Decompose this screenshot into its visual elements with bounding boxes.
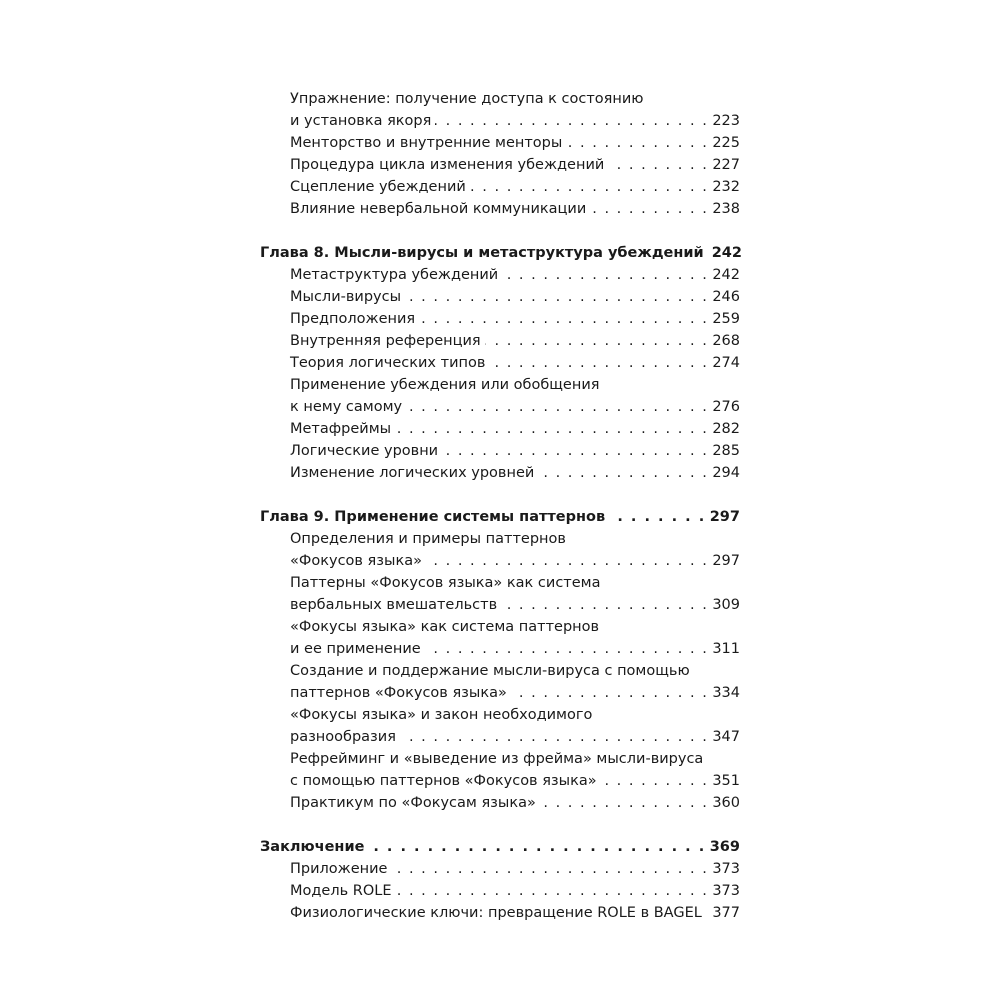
toc-line	[290, 264, 740, 286]
toc-title: Менторство и внутренние менторы	[290, 135, 563, 151]
page-number: 246	[712, 289, 740, 305]
toc-entry	[260, 660, 740, 704]
toc-line	[290, 660, 740, 682]
page-number: 377	[712, 905, 740, 921]
toc-line	[290, 308, 740, 330]
toc-title: и ее применение	[290, 641, 421, 657]
page-number: 268	[712, 333, 740, 349]
toc-title: с помощью паттернов «Фокусов языка»	[290, 773, 597, 789]
dot-leader	[395, 418, 708, 440]
toc-title: Мысли-вирусы	[290, 289, 402, 305]
toc-title: Применение убеждения или обобщения	[290, 377, 600, 393]
toc-line	[290, 726, 740, 748]
toc-entry	[260, 198, 740, 220]
dot-leader	[442, 440, 708, 462]
toc-chapter	[260, 506, 740, 528]
toc-entry	[260, 352, 740, 374]
page-number: 309	[712, 597, 740, 613]
toc-title: Рефрейминг и «выведение из фрейма» мысли-вируса	[290, 751, 704, 767]
toc-line	[290, 418, 740, 440]
page-number: 360	[712, 795, 740, 811]
dot-leader	[368, 836, 705, 858]
toc-title: Создание и поддержание мысли-вируса с помощью	[290, 663, 690, 679]
dot-leader	[425, 638, 709, 660]
page-number: 259	[712, 311, 740, 327]
toc-title: Метаструктура убеждений	[290, 267, 499, 283]
toc-title: Глава 9. Применение системы паттернов	[260, 509, 606, 525]
toc-entry	[260, 154, 740, 176]
toc-title: Определения и примеры паттернов	[290, 531, 566, 547]
toc-title: Процедура цикла изменения убеждений	[290, 157, 605, 173]
toc-chapter	[260, 836, 740, 858]
dot-leader	[419, 308, 708, 330]
toc-line	[290, 638, 740, 660]
page-number: 334	[712, 685, 740, 701]
page-number: 225	[712, 135, 740, 151]
dot-leader	[391, 858, 708, 880]
toc-line	[290, 396, 740, 418]
toc-line	[290, 550, 740, 572]
toc-title: «Фокусы языка» как система паттернов	[290, 619, 600, 635]
toc-title: Физиологические ключи: превращение ROLE в BAGEL	[290, 905, 702, 921]
page-number: 373	[712, 883, 740, 899]
dot-leader	[426, 550, 708, 572]
toc-entry	[260, 616, 740, 660]
toc-entry	[260, 176, 740, 198]
toc-entry	[260, 286, 740, 308]
toc-title: к нему самому	[290, 399, 403, 415]
page-number: 242	[712, 267, 740, 283]
toc-title: Паттерны «Фокусов языка» как система	[290, 575, 601, 591]
toc-line	[290, 880, 740, 902]
toc-entry	[260, 374, 740, 418]
toc-line	[260, 242, 740, 264]
page-number: 242	[711, 245, 742, 261]
toc-title: Глава 8. Мысли-вирусы и метаструктура убеждений	[260, 245, 704, 261]
page-number: 276	[712, 399, 740, 415]
toc-title: вербальных вмешательств	[290, 597, 498, 613]
dot-leader	[609, 506, 706, 528]
toc-line	[290, 176, 740, 198]
page-number: 351	[712, 773, 740, 789]
dot-leader	[395, 880, 708, 902]
page-number: 311	[712, 641, 740, 657]
toc-entry	[260, 462, 740, 484]
dot-leader	[489, 352, 708, 374]
table-of-contents	[260, 88, 740, 924]
toc-title: Изменение логических уровней	[290, 465, 535, 481]
toc-line	[290, 352, 740, 374]
dot-leader	[405, 286, 708, 308]
toc-line	[290, 572, 740, 594]
toc-title: Модель ROLE	[290, 883, 392, 899]
toc-entry	[260, 528, 740, 572]
page-number: 373	[712, 861, 740, 877]
toc-line	[290, 704, 740, 726]
toc-entry	[260, 572, 740, 616]
toc-entry	[260, 748, 740, 792]
toc-entry	[260, 88, 740, 132]
toc-title: Логические уровни	[290, 443, 439, 459]
dot-leader	[435, 110, 708, 132]
page-number: 227	[712, 157, 740, 173]
page-number: 285	[712, 443, 740, 459]
page-number: 347	[712, 729, 740, 745]
toc-line	[290, 440, 740, 462]
toc-line	[290, 330, 740, 352]
toc-entry	[260, 704, 740, 748]
page-number: 297	[709, 509, 740, 525]
toc-line	[290, 374, 740, 396]
toc-title: Влияние невербальной коммуникации	[290, 201, 587, 217]
toc-line	[290, 792, 740, 814]
page-number: 238	[712, 201, 740, 217]
dot-leader	[608, 154, 708, 176]
toc-line	[290, 682, 740, 704]
toc-line	[290, 110, 740, 132]
dot-leader	[406, 396, 708, 418]
toc-chapter	[260, 242, 740, 264]
dot-leader	[501, 594, 708, 616]
dot-leader	[566, 132, 708, 154]
toc-title: Теория логических типов	[290, 355, 486, 371]
dot-leader	[706, 902, 708, 924]
toc-title: Упражнение: получение доступа к состоянию	[290, 91, 644, 107]
toc-title: разнообразия	[290, 729, 396, 745]
toc-title: и установка якоря	[290, 113, 432, 129]
toc-entry	[260, 902, 740, 924]
toc-line	[290, 286, 740, 308]
toc-entry	[260, 264, 740, 286]
dot-leader	[538, 462, 708, 484]
toc-line	[290, 132, 740, 154]
toc-line	[290, 748, 740, 770]
toc-title: «Фокусы языка» и закон необходимого	[290, 707, 593, 723]
toc-entry	[260, 440, 740, 462]
toc-title: «Фокусов языка»	[290, 553, 422, 569]
page-number: 232	[712, 179, 740, 195]
toc-line	[290, 858, 740, 880]
toc-title: Внутренняя референция	[290, 333, 481, 349]
toc-title: Метафреймы	[290, 421, 392, 437]
toc-line	[290, 594, 740, 616]
toc-title: Заключение	[260, 839, 365, 855]
page-number: 369	[709, 839, 740, 855]
toc-line	[290, 770, 740, 792]
page-number: 294	[712, 465, 740, 481]
page-number: 274	[712, 355, 740, 371]
dot-leader	[590, 198, 708, 220]
dot-leader	[485, 330, 709, 352]
page-number: 297	[712, 553, 740, 569]
toc-title: Сцепление убеждений	[290, 179, 466, 195]
toc-line	[290, 88, 740, 110]
toc-title: паттернов «Фокусов языка»	[290, 685, 507, 701]
toc-line	[290, 198, 740, 220]
toc-entry	[260, 792, 740, 814]
dot-leader	[540, 792, 708, 814]
dot-leader	[470, 176, 709, 198]
toc-entry	[260, 330, 740, 352]
page-number: 223	[712, 113, 740, 129]
dot-leader	[511, 682, 708, 704]
toc-line	[260, 836, 740, 858]
toc-line	[260, 506, 740, 528]
toc-entry	[260, 308, 740, 330]
toc-line	[290, 528, 740, 550]
toc-entry	[260, 858, 740, 880]
toc-title: Практикум по «Фокусам языка»	[290, 795, 536, 811]
dot-leader	[601, 770, 709, 792]
toc-line	[290, 154, 740, 176]
toc-line	[290, 902, 740, 924]
dot-leader	[400, 726, 708, 748]
toc-line	[290, 616, 740, 638]
toc-entry	[260, 418, 740, 440]
toc-line	[290, 462, 740, 484]
dot-leader	[502, 264, 708, 286]
toc-title: Предположения	[290, 311, 416, 327]
toc-entry	[260, 880, 740, 902]
toc-entry	[260, 132, 740, 154]
page-number: 282	[712, 421, 740, 437]
toc-title: Приложение	[290, 861, 388, 877]
